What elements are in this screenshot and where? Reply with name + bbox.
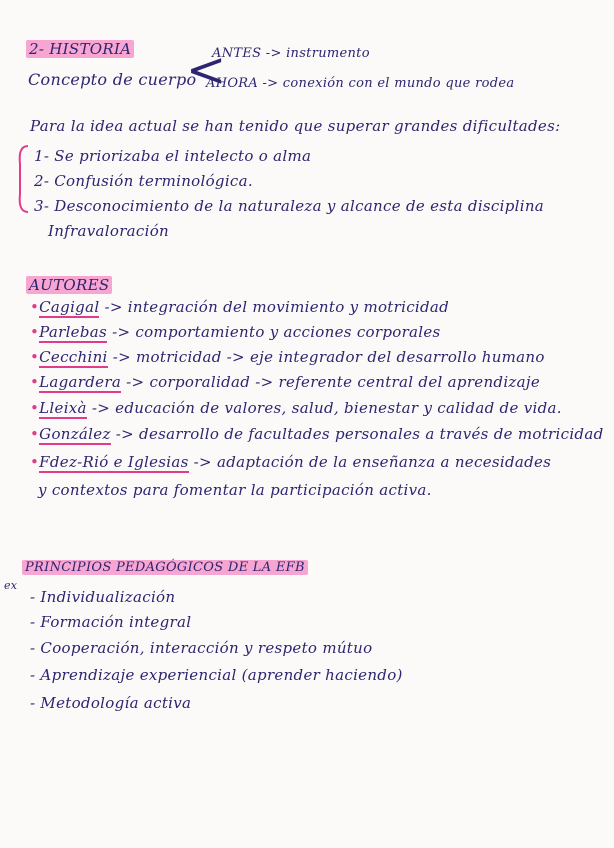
author-desc: -> motricidad -> eje integrador del desarrollo humano: [112, 348, 545, 366]
author-name: Lagardera: [39, 373, 122, 391]
author-name: Parlebas: [39, 323, 108, 341]
intro-text: Para la idea actual se han tenido que superar grandes dificultades:: [30, 117, 561, 135]
list-bracket: [16, 144, 30, 214]
difficulty-item-4: Infravaloración: [48, 222, 169, 240]
difficulty-item-2: 2- Confusión terminológica.: [34, 172, 253, 190]
section-title-historia: 2- HISTORIA: [26, 40, 134, 58]
principle-item: - Cooperación, interacción y respeto mútuo: [30, 639, 373, 657]
author-name: Cecchini: [39, 348, 108, 366]
concept-label: Concepto de cuerpo: [28, 70, 197, 89]
principle-item: - Aprendizaje experiencial (aprender haciendo): [30, 666, 403, 684]
author-continuation: y contextos para fomentar la participación activa.: [38, 481, 432, 499]
author-desc: -> comportamiento y acciones corporales: [112, 323, 441, 341]
section-title-autores: AUTORES: [26, 276, 112, 294]
author-desc: -> desarrollo de facultades personales a través de motricidad: [115, 425, 604, 443]
difficulty-item-3: 3- Desconocimiento de la naturaleza y alcance de esta disciplina: [34, 197, 545, 215]
author-name: González: [39, 425, 111, 443]
author-desc: -> integración del movimiento y motricidad: [104, 298, 450, 316]
author-name: Lleixà: [39, 399, 87, 417]
author-row: •Cagigal -> integración del movimiento y motricidad: [30, 298, 450, 316]
ahora-line: AHORA -> conexión con el mundo que rodea: [206, 76, 515, 91]
author-desc: -> adaptación de la enseñanza a necesidades: [193, 453, 552, 471]
principle-item: - Metodología activa: [30, 694, 192, 712]
section-title-principios: PRINCIPIOS PEDAGÓGICOS DE LA EFB: [22, 560, 308, 575]
author-row: •Fdez-Rió e Iglesias -> adaptación de la enseñanza a necesidades: [30, 453, 552, 471]
antes-line: ANTES -> instrumento: [212, 46, 370, 61]
difficulty-item-1: 1- Se priorizaba el intelecto o alma: [34, 147, 312, 165]
author-row: •González -> desarrollo de facultades personales a través de motricidad: [30, 425, 604, 443]
author-desc: -> corporalidad -> referente central del aprendizaje: [126, 373, 540, 391]
author-row: •Cecchini -> motricidad -> eje integrador del desarrollo humano: [30, 348, 545, 366]
author-name: Fdez-Rió e Iglesias: [39, 453, 189, 471]
author-desc: -> educación de valores, salud, bienestar y calidad de vida.: [91, 399, 562, 417]
author-name: Cagigal: [39, 298, 100, 316]
author-row: •Lleixà -> educación de valores, salud, bienestar y calidad de vida.: [30, 399, 562, 417]
author-row: •Parlebas -> comportamiento y acciones corporales: [30, 323, 441, 341]
principle-item: - Formación integral: [30, 613, 192, 631]
concept-brace: <: [186, 42, 227, 98]
principle-item: - Individualización: [30, 588, 176, 606]
side-note: ex: [4, 579, 18, 592]
author-row: •Lagardera -> corporalidad -> referente central del aprendizaje: [30, 373, 540, 391]
